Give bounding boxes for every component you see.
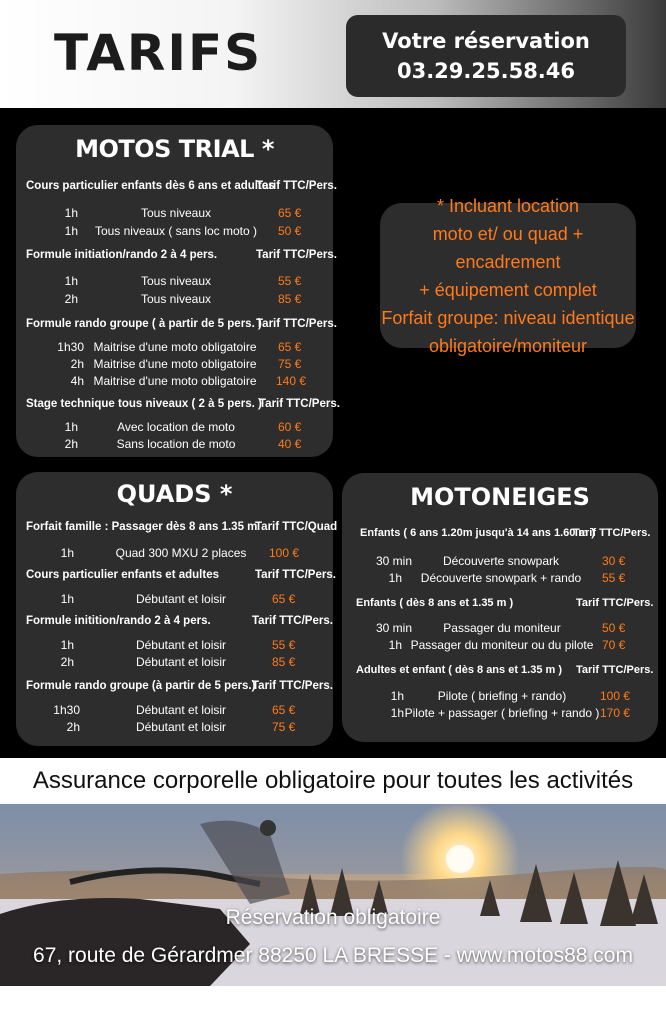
motos-row-price: 55 € <box>278 274 302 288</box>
motoneiges-panel <box>342 473 658 742</box>
motos-row-duration: 1h <box>64 274 78 288</box>
motos-row-duration: 1h <box>64 224 78 238</box>
motos-row-duration: 1h <box>64 420 78 434</box>
motos-row-duration: 1h <box>64 206 78 220</box>
motos-row-description: Maitrise d'une moto obligatoire <box>93 357 257 371</box>
motoneiges-title: MOTONEIGES <box>410 483 590 511</box>
motos-row-price: 40 € <box>278 437 302 451</box>
motos-row-price: 85 € <box>278 292 302 306</box>
motos-section-label: Formule initiation/rando 2 à 4 pers. <box>26 249 218 261</box>
motos-trial-panel <box>16 125 340 457</box>
quads-row-description: Débutant et loisir <box>135 720 227 734</box>
motos-section-tarif: Tarif TTC/Pers. <box>256 318 337 330</box>
quads-row-duration: 1h <box>60 638 74 652</box>
quads-row-duration: 1h <box>60 546 74 560</box>
motos-row-description: Tous niveaux <box>140 274 212 288</box>
motos-section-tarif: Tarif TTC/Pers. <box>259 398 340 410</box>
quads-row-description: Quad 300 MXU 2 places <box>115 546 247 560</box>
motos-row-price: 140 € <box>276 374 307 388</box>
motos-row-description: Maitrise d'une moto obligatoire <box>93 340 257 354</box>
motos-row-price: 65 € <box>278 206 302 220</box>
reservation-label: Votre réservation <box>382 29 590 53</box>
motoneiges-row-price: 100 € <box>600 689 631 703</box>
quads-section-tarif: Tarif TTC/Quad <box>255 521 338 533</box>
motos-row-duration: 2h <box>64 292 78 306</box>
motoneiges-row-duration: 1h <box>388 571 402 585</box>
motoneiges-row-price: 30 € <box>602 554 626 568</box>
motos-row-duration: 2h <box>64 437 78 451</box>
quads-section-label: Formule initition/rando 2 à 4 pers. <box>26 615 211 627</box>
motoneiges-row-description: Passager du moniteur <box>443 621 561 635</box>
quads-row-duration: 2h <box>60 655 74 669</box>
motoneiges-row-duration: 30 min <box>375 621 412 635</box>
reservation-box <box>346 15 626 97</box>
quads-row-description: Débutant et loisir <box>135 655 227 669</box>
motos-section-label: Stage technique tous niveaux ( 2 à 5 pers. ) <box>26 398 262 410</box>
motos-trial-title: MOTOS TRIAL * <box>75 135 274 163</box>
quads-section-label: Cours particulier enfants et adultes <box>26 569 219 581</box>
quads-panel <box>16 472 338 746</box>
motoneiges-row-description: Découverte snowpark <box>442 554 560 568</box>
page-title: TARIFS <box>54 24 263 82</box>
quads-row-price: 65 € <box>272 592 296 606</box>
quads-row-price: 85 € <box>272 655 296 669</box>
note-line: * Incluant location <box>436 195 580 216</box>
assurance-notice: Assurance corporelle obligatoire pour toutes les activités <box>32 767 634 794</box>
motoneiges-row-description: Passager du moniteur ou du pilote <box>410 638 594 652</box>
motoneiges-row-price: 55 € <box>602 571 626 585</box>
motoneiges-row-duration: 1h <box>390 689 404 703</box>
motoneiges-row-price: 70 € <box>602 638 626 652</box>
note-line: Forfait groupe: niveau identique <box>381 307 635 328</box>
motoneiges-section-tarif: Tarif TTC/Pers. <box>576 664 654 676</box>
motos-row-price: 75 € <box>278 357 302 371</box>
motoneiges-row-price: 170 € <box>600 706 631 720</box>
motoneiges-row-price: 50 € <box>602 621 626 635</box>
motos-row-description: Avec location de moto <box>117 420 235 434</box>
motos-section-label: Cours particulier enfants dès 6 ans et adultes <box>26 180 275 192</box>
motos-row-description: Maitrise d'une moto obligatoire <box>93 374 257 388</box>
motoneiges-section-label: Enfants ( 6 ans 1.20m jusqu'à 14 ans 1.60 m ) <box>360 527 595 539</box>
quads-row-price: 75 € <box>272 720 296 734</box>
quads-row-price: 100 € <box>269 546 300 560</box>
motos-row-description: Tous niveaux <box>140 292 212 306</box>
quads-title: QUADS * <box>116 480 233 508</box>
reservation-phone[interactable]: 03.29.25.58.46 <box>396 59 576 83</box>
motos-row-description: Tous niveaux ( sans loc moto ) <box>94 224 258 238</box>
motos-section-tarif: Tarif TTC/Pers. <box>256 249 337 261</box>
bottom-margin <box>0 986 666 1024</box>
motos-row-price: 65 € <box>278 340 302 354</box>
motos-row-duration: 4h <box>70 374 84 388</box>
motos-row-price: 60 € <box>278 420 302 434</box>
motos-row-description: Sans location de moto <box>116 437 236 451</box>
header <box>0 0 666 108</box>
motoneiges-section-tarif: Tarif TTC/Pers. <box>576 597 654 609</box>
motoneiges-row-duration: 1h <box>390 706 404 720</box>
motos-row-duration: 1h30 <box>57 340 84 354</box>
motos-section-label: Formule rando groupe ( à partir de 5 pers. ) <box>26 318 262 330</box>
quads-section-tarif: Tarif TTC/Pers. <box>252 615 333 627</box>
quads-row-description: Débutant et loisir <box>135 703 227 717</box>
motoneiges-row-duration: 1h <box>388 638 402 652</box>
motoneiges-section-label: Adultes et enfant ( dès 8 ans et 1.35 m ) <box>356 664 563 676</box>
motos-row-duration: 2h <box>70 357 84 371</box>
motoneiges-row-description: Pilote ( briefing + rando) <box>437 689 567 703</box>
motos-row-description: Tous niveaux <box>140 206 212 220</box>
address-line[interactable]: 67, route de Gérardmer 88250 LA BRESSE - www.motos88.com <box>33 944 633 967</box>
motoneiges-row-description: Découverte snowpark + rando <box>420 571 582 585</box>
note-line: obligatoire/moniteur <box>428 335 588 356</box>
quads-section-label: Formule rando groupe (à partir de 5 pers.) <box>26 680 256 692</box>
motoneiges-row-duration: 30 min <box>375 554 412 568</box>
quads-row-description: Débutant et loisir <box>135 638 227 652</box>
note-line: + équipement complet <box>419 279 597 300</box>
reservation-obligatoire: Réservation obligatoire <box>225 906 441 929</box>
note-line: moto et/ ou quad + encadrement <box>432 223 584 272</box>
quads-row-price: 65 € <box>272 703 296 717</box>
quads-section-tarif: Tarif TTC/Pers. <box>255 569 336 581</box>
snowmobile-sunset-photo <box>0 804 666 986</box>
motoneiges-section-label: Enfants ( dès 8 ans et 1.35 m ) <box>356 597 514 609</box>
quads-row-price: 55 € <box>272 638 296 652</box>
quads-section-tarif: Tarif TTC/Pers. <box>252 680 333 692</box>
motos-section-tarif: Tarif TTC/Pers. <box>256 180 337 192</box>
motos-row-price: 50 € <box>278 224 302 238</box>
quads-row-description: Débutant et loisir <box>135 592 227 606</box>
motoneiges-section-tarif: Tarif TTC/Pers. <box>573 527 651 539</box>
motoneiges-row-description: Pilote + passager ( briefing + rando ) <box>404 706 600 720</box>
quads-row-duration: 1h30 <box>53 703 80 717</box>
quads-row-duration: 2h <box>66 720 80 734</box>
quads-section-label: Forfait famille : Passager dès 8 ans 1.35 m <box>26 521 258 533</box>
inclusion-note <box>380 195 636 356</box>
quads-row-duration: 1h <box>60 592 74 606</box>
